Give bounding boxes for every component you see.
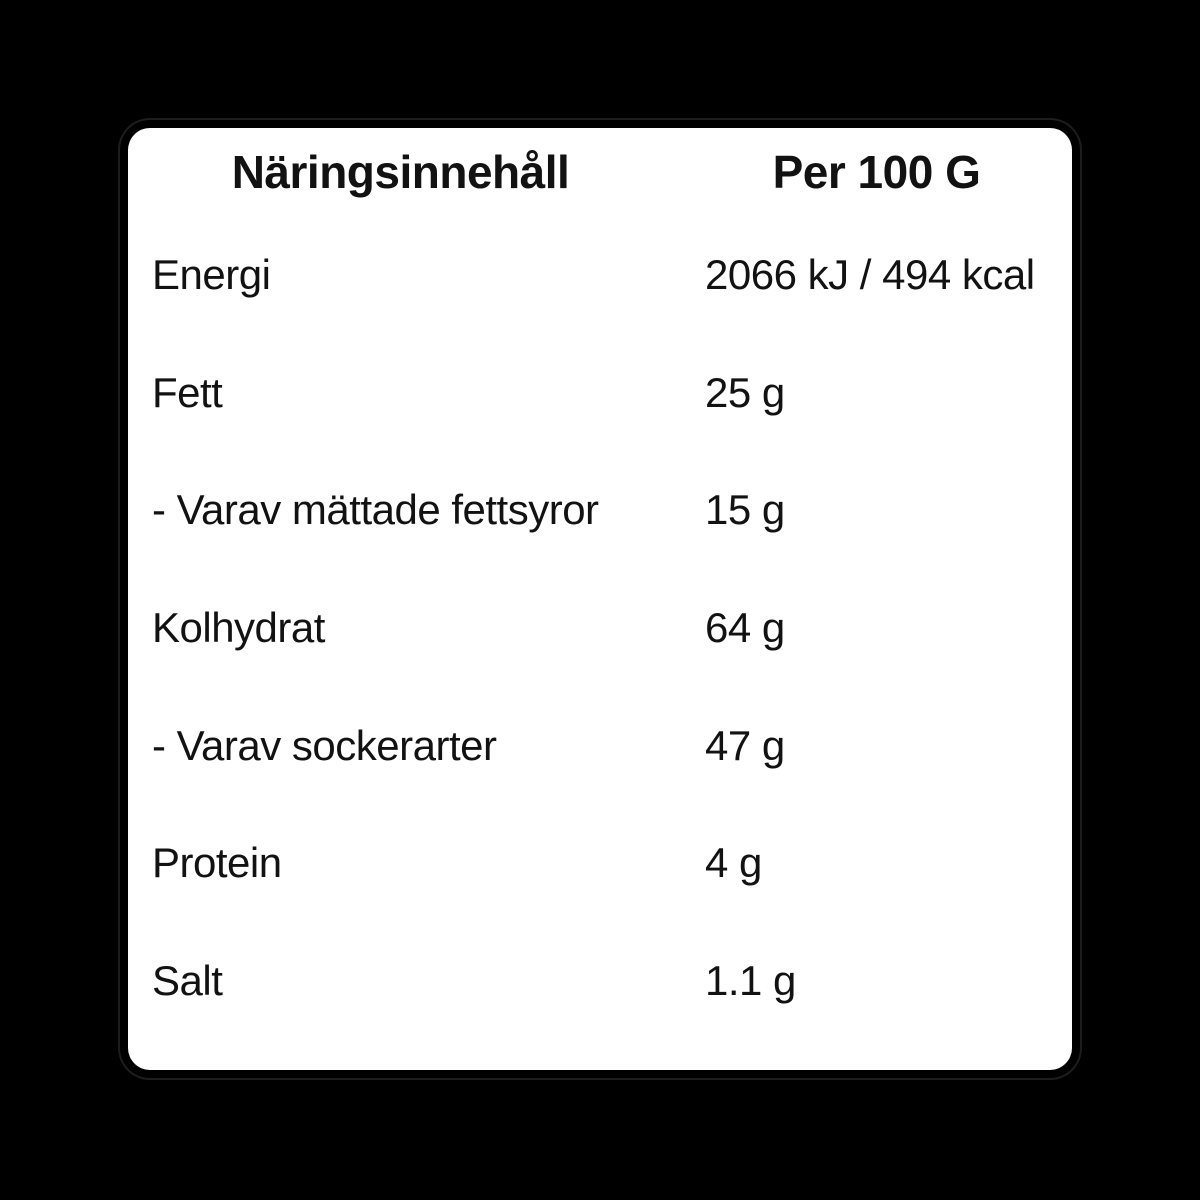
row-value-sockerarter: 47 g <box>705 721 785 769</box>
row-label-salt: Salt <box>152 956 223 1004</box>
table-title: Näringsinnehåll <box>231 146 570 198</box>
row-label-sockerarter: - Varav sockerarter <box>152 721 497 769</box>
table-row <box>152 334 1048 452</box>
per-100g-column-header: Per 100 G <box>772 146 981 198</box>
row-value-kolhydrat: 64 g <box>705 603 785 651</box>
nutrition-facts-card <box>128 128 1072 1070</box>
row-value-protein: 4 g <box>705 839 762 887</box>
row-value-energi: 2066 kJ / 494 kcal <box>705 250 1035 298</box>
table-row <box>152 804 1048 922</box>
table-row <box>152 687 1048 805</box>
row-value-salt: 1.1 g <box>705 956 796 1004</box>
row-label-protein: Protein <box>152 839 282 887</box>
row-value-mattade-fettsyror: 15 g <box>705 486 785 534</box>
row-value-fett: 25 g <box>705 368 785 416</box>
row-label-energi: Energi <box>152 250 271 298</box>
row-label-fett: Fett <box>152 368 223 416</box>
row-label-mattade-fettsyror: - Varav mättade fettsyror <box>152 486 599 534</box>
table-row <box>152 569 1048 687</box>
table-row <box>152 451 1048 569</box>
table-header <box>152 128 1048 216</box>
table-row <box>152 922 1048 1040</box>
row-label-kolhydrat: Kolhydrat <box>152 603 325 651</box>
table-row <box>152 216 1048 334</box>
